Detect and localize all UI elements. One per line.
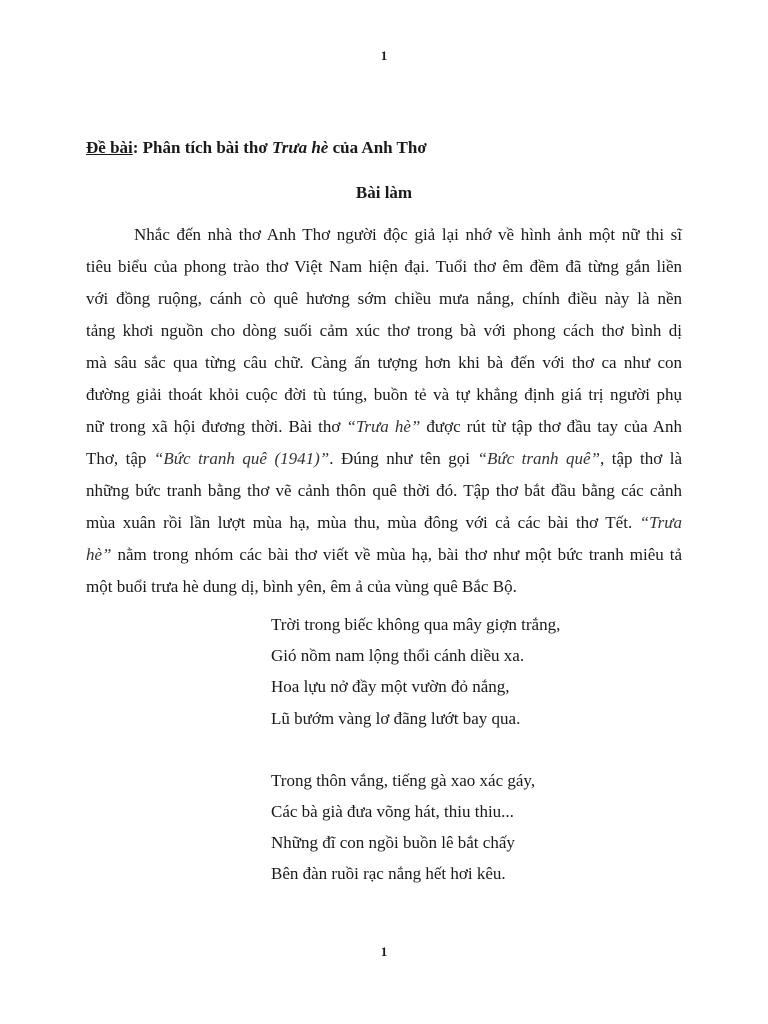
page-number-top: 1 [380, 48, 388, 63]
quoted-title: “Trưa [639, 513, 682, 532]
poem-line: Các bà già đưa võng hát, thiu thiu... [271, 801, 514, 821]
line-text: nữ trong xã hội đương thời. Bài thơ [86, 417, 347, 436]
poem-line: Lũ bướm vàng lơ đãng lướt bay qua. [271, 708, 521, 728]
quoted-title: hè” [86, 545, 112, 564]
poem-line: Gió nồm nam lộng thổi cánh diều xa. [271, 646, 525, 666]
poem-line: Trong thôn vắng, tiếng gà xao xác gáy, [271, 770, 536, 790]
title-prefix: Đề bài [86, 138, 133, 157]
paragraph-line [86, 507, 682, 539]
line-text: mùa xuân rồi lần lượt mùa hạ, mùa thu, mùa đông với cả các bài thơ Tết. [86, 513, 640, 532]
title-poem-name: Trưa hè [272, 138, 329, 157]
line-text: nằm trong nhóm các bài thơ viết về mùa hạ, bài thơ như một bức tranh miêu tả [111, 545, 682, 564]
essay-paragraph [86, 219, 682, 603]
poem-line: Bên đàn ruồi rạc nắng hết hơi kêu. [271, 864, 506, 884]
paragraph-line: mà sâu sắc qua từng câu chữ. Càng ấn tượng hơn khi bà đến với thơ ca như con [86, 353, 682, 372]
paragraph-line: tiêu biểu của phong trào thơ Việt Nam hiện đại. Tuổi thơ êm đềm đã từng gắn liền [86, 257, 682, 276]
line-text: được rút từ tập thơ đầu tay của Anh [420, 417, 683, 436]
paragraph-line: những bức tranh bằng thơ vẽ cảnh thôn quê thời đó. Tập thơ bắt đầu bằng các cảnh [86, 481, 682, 500]
paragraph-line: Nhắc đến nhà thơ Anh Thơ người độc giả lại nhớ về hình ảnh một nữ thi sĩ [134, 225, 682, 244]
paragraph-line [86, 443, 682, 475]
paragraph-line: với đồng ruộng, cánh cò quê hương sớm chiều mưa nắng, chính điều này là nền [86, 289, 682, 308]
quoted-title: “Bức tranh quê (1941)” [153, 449, 330, 468]
title-text: : Phân tích bài thơ [132, 138, 273, 157]
paragraph-line [86, 411, 682, 443]
quoted-title: “Bức tranh quê” [477, 449, 600, 468]
title-suffix: của Anh Thơ [328, 138, 427, 157]
line-text: . Đúng như tên gọi [329, 449, 478, 468]
quoted-title: “Trưa hè” [346, 417, 421, 436]
poem-line: Trời trong biếc không qua mây giợn trắng, [271, 615, 561, 634]
poem-line: Những đĩ con ngồi buồn lê bắt chấy [271, 833, 515, 853]
paragraph-line: một buổi trưa hè dung dị, bình yên, êm ả của vùng quê Bắc Bộ. [86, 577, 517, 596]
paragraph-line [86, 539, 682, 571]
paragraph-line: tảng khơi nguồn cho dòng suối cảm xúc thơ trong bà với phong cách thơ bình dị [86, 321, 682, 340]
line-text: Thơ, tập [86, 449, 154, 468]
line-text: , tập thơ là [599, 449, 682, 468]
paragraph-line: đường giải thoát khỏi cuộc đời tù túng, buồn tẻ và tự khẳng định giá trị người phụ [86, 385, 682, 404]
essay-heading: Bài làm [355, 183, 413, 202]
poem-excerpt [271, 609, 560, 890]
page-number-bottom: 1 [380, 944, 388, 959]
poem-line: Hoa lựu nở đầy một vườn đỏ nắng, [271, 677, 510, 697]
assignment-title [86, 138, 427, 158]
stanza-gap [271, 734, 560, 765]
